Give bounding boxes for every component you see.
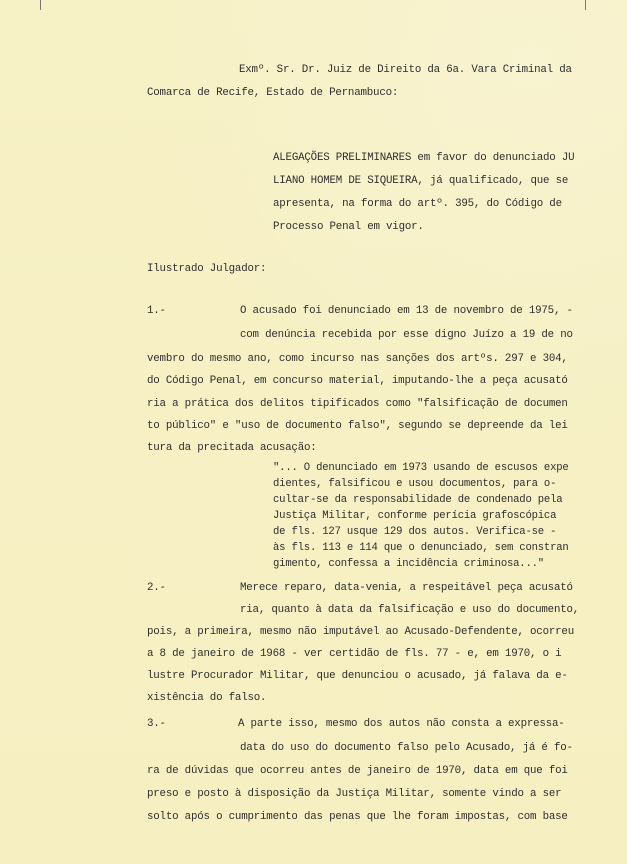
paragraph-2-line-3: pois, a primeira, mesmo não imputável ao Acusado-Defendente, ocorreu xyxy=(147,626,574,638)
paragraph-2-line-6: xistência do falso. xyxy=(147,692,267,704)
paragraph-2-line-5: lustre Procurador Militar, que denunciou o acusado, já falava da e- xyxy=(147,670,568,682)
paragraph-1-line-5: ria a prática dos delitos tipificados como "falsificação de documen xyxy=(147,398,568,410)
paragraph-3-line-5: solto após o cumprimento das penas que lhe foram impostas, com base xyxy=(147,811,568,823)
page-top-mark-right xyxy=(585,0,586,10)
paragraph-3-line-4: preso e posto à disposição da Justiça Militar, somente vindo a ser xyxy=(147,788,562,800)
paragraph-1-line-6: to público" e "uso de documento falso", segundo se depreende da lei xyxy=(147,420,568,432)
paragraph-1-line-3: vembro do mesmo ano, como incurso nas sanções dos artºs. 297 e 304, xyxy=(147,353,568,365)
quote-line-5: de fls. 127 usque 129 dos autos. Verifica-se - xyxy=(273,526,557,538)
paragraph-2-line-1: Merece reparo, data-venia, a respeitável peça acusató xyxy=(240,582,573,594)
paragraph-3-line-1: A parte isso, mesmo dos autos não consta a expressa- xyxy=(238,718,565,730)
address-line-1: Exmº. Sr. Dr. Juiz de Direito da 6a. Vara Criminal da xyxy=(239,64,572,76)
quote-line-6: às fls. 113 e 114 que o denunciado, sem constran xyxy=(273,542,569,554)
quote-line-2: dientes, falsificou e usou documentos, para o- xyxy=(273,478,557,490)
summary-line-1: ALEGAÇÕES PRELIMINARES em favor do denunciado JU xyxy=(273,152,575,164)
paragraph-1-line-2: com denúncia recebida por esse digno Juízo a 19 de no xyxy=(240,329,573,341)
quote-line-1: "... O denunciado em 1973 usando de escusos expe xyxy=(273,462,569,474)
paragraph-2-number: 2.- xyxy=(147,582,166,594)
paragraph-1-line-1: O acusado foi denunciado em 13 de novembro de 1975, - xyxy=(240,305,573,317)
paragraph-1-line-4: do Código Penal, em concurso material, imputando-lhe a peça acusató xyxy=(147,375,568,387)
summary-line-2: LIANO HOMEM DE SIQUEIRA, já qualificado, que se xyxy=(273,175,569,187)
paragraph-1-number: 1.- xyxy=(147,305,166,317)
paragraph-3-line-3: ra de dúvidas que ocorreu antes de janeiro de 1970, data em que foi xyxy=(147,765,568,777)
paragraph-3-number: 3.- xyxy=(147,718,166,730)
quote-line-7: gimento, confessa a incidência criminosa..." xyxy=(273,558,544,570)
paragraph-2-line-4: a 8 de janeiro de 1968 - ver certidão de fls. 77 - e, em 1970, o i xyxy=(147,648,562,660)
address-line-2: Comarca de Recife, Estado de Pernambuco: xyxy=(147,87,399,99)
paragraph-2-line-2: ria, quanto à data da falsificação e uso do documento, xyxy=(240,604,580,616)
summary-line-3: apresenta, na forma do artº. 395, do Código de xyxy=(273,198,562,210)
paragraph-3-line-2: data do uso do documento falso pelo Acusado, já é fo- xyxy=(240,742,573,754)
page-top-mark-left xyxy=(40,0,41,10)
paragraph-1-line-7: tura da precitada acusação: xyxy=(147,442,317,454)
summary-line-4: Processo Penal em vigor. xyxy=(273,221,424,233)
quote-line-3: cultar-se da responsabilidade de condenado pela xyxy=(273,494,563,506)
salutation: Ilustrado Julgador: xyxy=(147,263,267,275)
quote-line-4: Justiça Militar, conforme perícia grafoscópica xyxy=(273,510,557,522)
